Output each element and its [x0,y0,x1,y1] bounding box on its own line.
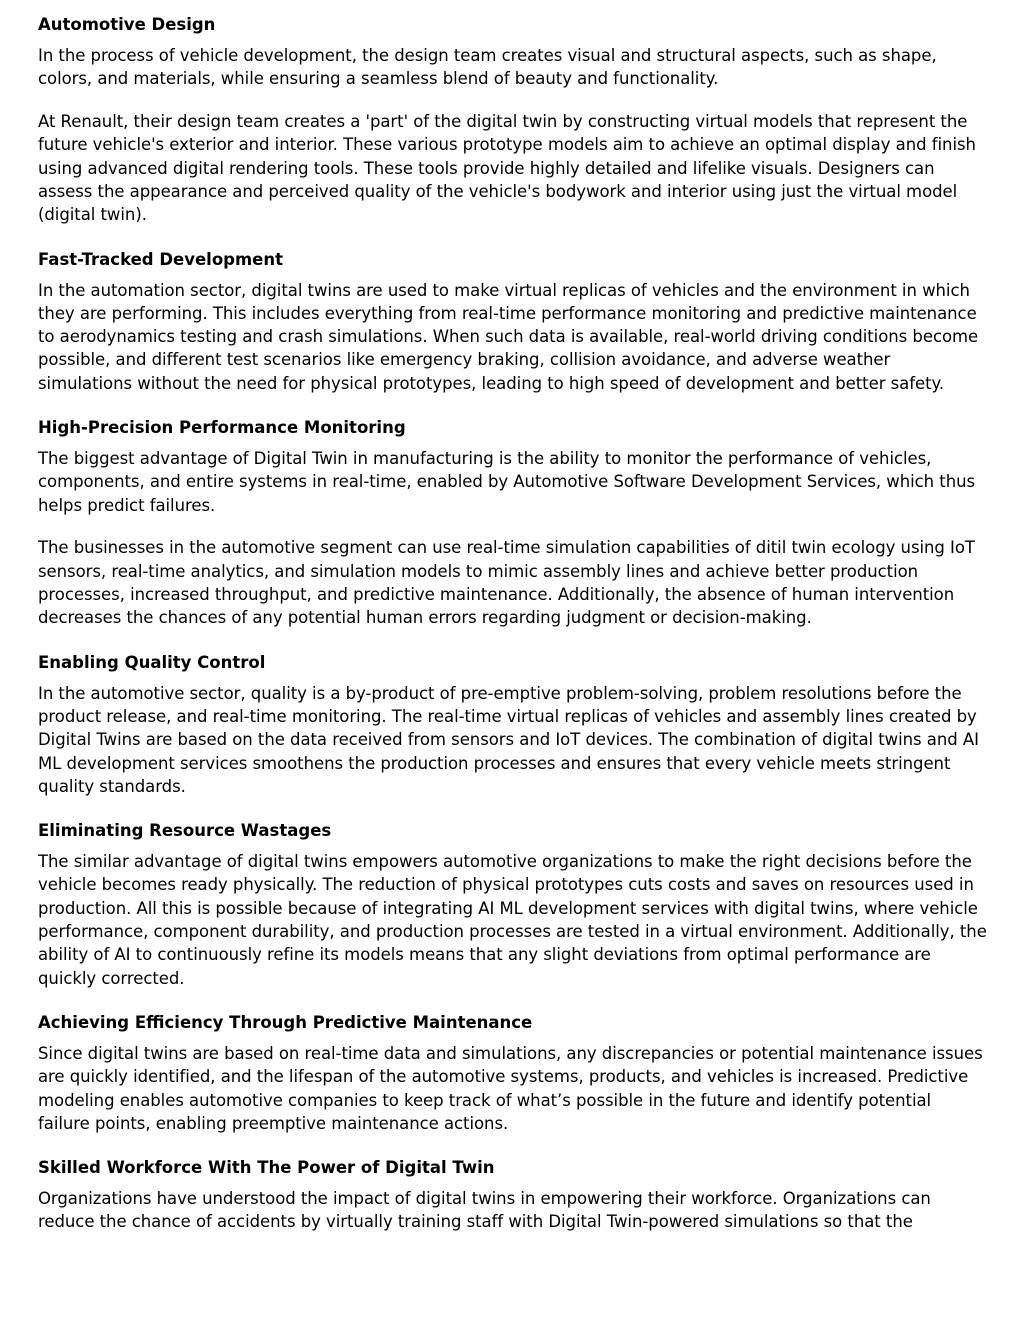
section-paragraph: At Renault, their design team creates a 'part' of the digital twin by constructing virtual models that represent the future vehicle's exterior and interior. These various prototype models aim to achieve an optimal display and finish using advanced digital rendering tools. These tools provide highly detailed and lifelike visuals. Designers can assess the appearance and perceived quality of the vehicle's bodywork and interior using just the virtual model (digital twin). [38,112,976,225]
section-predictive-maintenance [38,1011,988,1135]
section-heading: High-Precision Performance Monitoring [38,418,406,438]
section-skilled-workforce [38,1156,988,1234]
section-heading: Skilled Workforce With The Power of Digital Twin [38,1158,495,1178]
section-paragraph: Organizations have understood the impact of digital twins in empowering their workforce. Organizations can reduce the chance of accidents by virtually training staff with Digital Twin-powered simulations so that the [38,1189,931,1232]
section-automotive-design [38,13,988,227]
section-heading: Achieving Efficiency Through Predictive Maintenance [38,1012,533,1032]
section-paragraph: Since digital twins are based on real-time data and simulations, any discrepancies or potential maintenance issues are quickly identified, and the lifespan of the automotive systems, products, and vehicles is increased. Predictive modeling enables automotive companies to keep track of what’s possible in the future and identify potential failure points, enabling preemptive maintenance actions. [38,1043,983,1133]
section-performance-monitoring [38,416,988,630]
section-resource-wastages [38,819,988,990]
section-paragraph: In the process of vehicle development, the design team creates visual and structural aspects, such as shape, colors, and materials, while ensuring a seamless blend of beauty and functionality. [38,46,937,89]
section-heading: Enabling Quality Control [38,652,266,672]
section-paragraph: The biggest advantage of Digital Twin in manufacturing is the ability to monitor the performance of vehicles, components, and entire systems in real-time, enabled by Automotive Software Development Services, which thus helps predict failures. [38,449,976,515]
section-heading: Automotive Design [38,15,216,34]
section-paragraph: In the automotive sector, quality is a by-product of pre-emptive problem-solving, problem resolutions before the product release, and real-time monitoring. The real-time virtual replicas of vehicles and assembly lines created by Digital Twins are based on the data received from sensors and IoT devices. The combination of digital twins and AI ML development services smoothens the production processes and ensures that every vehicle meets stringent quality standards. [38,683,979,796]
section-heading: Eliminating Resource Wastages [38,821,332,841]
section-heading: Fast-Tracked Development [38,249,283,269]
section-paragraph: The similar advantage of digital twins empowers automotive organizations to make the right decisions before the vehicle becomes ready physically. The reduction of physical prototypes cuts costs and saves on resources used in production. All this is possible because of integrating AI ML development services with digital twins, where vehicle performance, component durability, and production processes are tested in a virtual environment. Additionally, the ability of AI to continuously refine its models means that any slight deviations from optimal performance are quickly corrected. [38,852,987,988]
section-fast-tracked-development [38,248,988,395]
section-paragraph: The businesses in the automotive segment can use real-time simulation capabilities of ditil twin ecology using IoT sensors, real-time analytics, and simulation models to mimic assembly lines and achieve better production processes, increased throughput, and predictive maintenance. Additionally, the absence of human intervention decreases the chances of any potential human errors regarding judgment or decision-making. [38,538,975,628]
section-paragraph: In the automation sector, digital twins are used to make virtual replicas of vehicles and the environment in which they are performing. This includes everything from real-time performance monitoring and predictive maintenance to aerodynamics testing and crash simulations. When such data is available, real-world driving conditions become possible, and different test scenarios like emergency braking, collision avoidance, and adverse weather simulations without the need for physical prototypes, leading to high speed of development and better safety. [38,280,979,393]
section-quality-control [38,651,988,798]
